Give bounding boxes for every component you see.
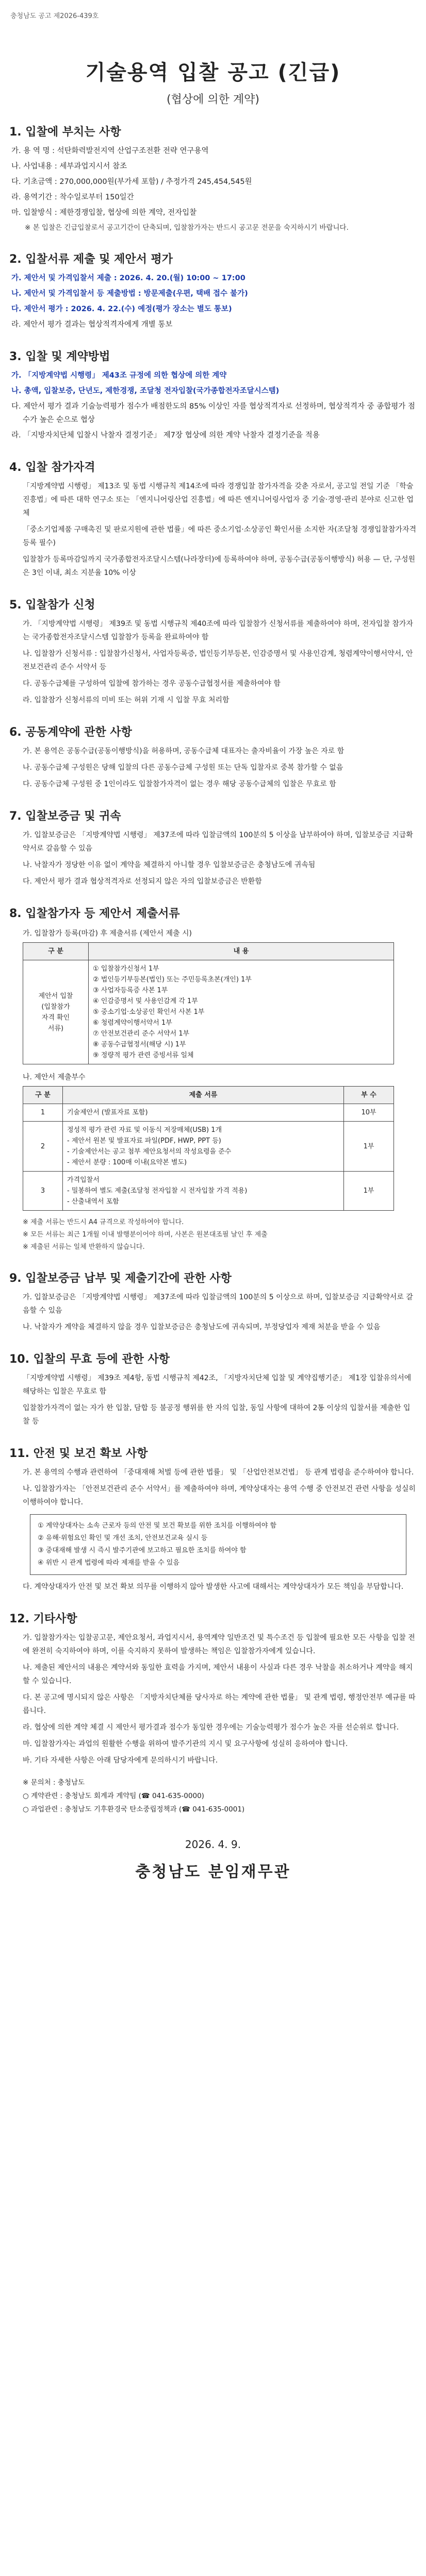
note-text: ※ 제출된 서류는 일체 반환하지 않습니다. (23, 1243, 145, 1251)
table-header: 구 분 (23, 1087, 63, 1104)
list-item (11, 400, 417, 427)
list-item-text: 다. 제안서 평가 : 2026. 4. 22.(수) 예정(평가 장소는 별도 통보) (11, 305, 232, 313)
issuer: 충청남도 분임재무관 (135, 1863, 291, 1881)
list-item (11, 160, 417, 173)
section-11 (9, 1445, 417, 1594)
section-heading: 11. 안전 및 보건 확보 사항 (9, 1447, 148, 1460)
paragraph: 「지방계약법 시행령」 제13조 및 동법 시행규칙 제14조에 따라 경쟁입찰 참가자격을 갖춘 자로서, 공고일 전일 기준 「학술진흥법」에 따른 대학 연구소 또는 「엔지니어링산업 진흥법」에 따른 엔지니어링사업자 중 기술·경영·관리 분야로 신고한 업체 (23, 482, 414, 517)
section-3 (9, 348, 417, 442)
section-5 (9, 596, 417, 707)
table-cell-count: 1부 (344, 1172, 394, 1211)
notice-subtitle: (협상에 의한 계약) (167, 93, 259, 106)
section-heading: 1. 입찰에 부치는 사항 (9, 126, 121, 139)
note-text: ※ 제출 서류는 반드시 A4 규격으로 작성하여야 합니다. (23, 1218, 184, 1226)
contact-line: ○ 계약관련 : 충청남도 회계과 계약팀 (☎ 041-635-0000) (23, 1792, 204, 1800)
notice-date: 2026. 4. 9. (185, 1838, 241, 1851)
table-cell-number: 3 (23, 1172, 63, 1211)
proposal-table (23, 1086, 394, 1211)
list-item-text: 가. 「지방계약법 시행령」 제43조 규정에 의한 협상에 의한 계약 (11, 371, 227, 380)
list-item (11, 369, 417, 382)
paragraph: 바. 기타 자세한 사항은 아래 담당자에게 문의하시기 바랍니다. (23, 1756, 218, 1765)
table-cell-content: 가격입찰서 - 밀봉하여 별도 제출(조달청 전자입찰 시 전자입찰 가격 적용) - 산출내역서 포함 (63, 1172, 344, 1211)
section-heading: 5. 입찰참가 신청 (9, 599, 95, 612)
paragraph: 나. 공동수급체 구성원은 당해 입찰의 다른 공동수급체 구성원 또는 단독 입찰자로 중복 참가할 수 없음 (23, 764, 343, 772)
paragraph: 다. 공동수급체 구성원 중 1인이라도 입찰참가자격이 없는 경우 해당 공동수급체의 입찰은 무효로 함 (23, 780, 336, 788)
paragraph: 나. 입찰참가 신청서류 : 입찰참가신청서, 사업자등록증, 법인등기부등본, 인감증명서 및 사용인감계, 청렴계약이행서약서, 안전보건관리 준수 서약서 등 (23, 650, 413, 671)
section-heading: 9. 입찰보증금 납부 및 제출기간에 관한 사항 (9, 1272, 232, 1285)
list-item (11, 272, 417, 285)
contact-title: ※ 문의처 : 충청남도 (23, 1778, 85, 1787)
safety-box (30, 1514, 406, 1575)
table-row (23, 1104, 394, 1122)
list-item (11, 318, 417, 331)
table-header: 제출 서류 (63, 1087, 344, 1104)
list-item-text: 라. 「지방자치단체 입찰시 낙찰자 결정기준」 제7장 협상에 의한 계약 낙찰자 결정기준을 적용 (11, 431, 320, 439)
list-item-text: 나. 총액, 입찰보증, 단년도, 제한경쟁, 조달청 전자입찰(국가종합전자조달시스템) (11, 387, 280, 395)
list-item-text: 마. 입찰방식 : 제한경쟁입찰, 협상에 의한 계약, 전자입찰 (11, 209, 197, 217)
notice-number: 충청남도 공고 제2026-439호 (10, 12, 99, 20)
paragraph: 나. 낙찰자가 계약을 체결하지 않을 경우 입찰보증금은 충청남도에 귀속되며, 부정당업자 제재 처분을 받을 수 있음 (23, 1323, 381, 1331)
table-row (23, 1172, 394, 1211)
contact-line: ○ 과업관련 : 충청남도 기후환경국 탄소중립정책과 (☎ 041-635-0001) (23, 1805, 245, 1814)
list-item (11, 191, 417, 204)
paragraph: 입찰참가자격이 없는 자가 한 입찰, 담합 등 불공정 행위를 한 자의 입찰, 동일 사항에 대하여 2통 이상의 입찰서를 제출한 입찰 등 (23, 1404, 411, 1426)
section-6 (9, 723, 417, 791)
section-12 (9, 1610, 417, 1816)
list-item (11, 206, 417, 219)
section-1 (9, 123, 417, 234)
paragraph: 「중소기업제품 구매촉진 및 판로지원에 관한 법률」에 따른 중소기업·소상공인 확인서를 소지한 자(조달청 경쟁입찰참가자격 등록 필수) (23, 526, 417, 547)
paragraph: 가. 본 용역은 공동수급(공동이행방식)을 허용하며, 공동수급체 대표자는 출자비율이 가장 높은 자로 함 (23, 747, 345, 755)
list-item (11, 175, 417, 189)
submission-table (23, 942, 394, 1064)
table-cell-content: ① 입찰참가신청서 1부 ② 법인등기부등본(법인) 또는 주민등록초본(개인) 1부 ③ 사업자등록증 사본 1부 ④ 인감증명서 및 사용인감계 각 1부 ⑤ 중소기업·소상공인 확인서 사본 1부 ⑥ 청렴계약이행서약서 1부 ⑦ 안전보건관리 준수 서약서 1부 ⑧ 공동수급협정서(해당 시) 1부 ⑨ 정량적 평가 관련 증빙서류 일체 (89, 960, 394, 1064)
paragraph: 다. 본 공고에 명시되지 않은 사항은 「지방자치단체를 당사자로 하는 계약에 관한 법률」 및 관계 법령, 행정안전부 예규를 따릅니다. (23, 1693, 416, 1715)
list-item-text: 나. 제안서 및 가격입찰서 등 제출방법 : 방문제출(우편, 택배 접수 불가) (11, 290, 248, 298)
section-8-intro: 가. 입찰참가 등록(마감) 후 제출서류 (제안서 제출 시) (23, 929, 192, 938)
list-item-text: 라. 제안서 평가 결과는 협상적격자에게 개별 통보 (11, 320, 173, 329)
table-cell-count: 1부 (344, 1122, 394, 1172)
paragraph: 라. 협상에 의한 계약 체결 시 제안서 평가결과 점수가 동일한 경우에는 기술능력평가 점수가 높은 자를 선순위로 합니다. (23, 1723, 399, 1732)
paragraph: 나. 입찰참가자는 「안전보건관리 준수 서약서」를 제출하여야 하며, 계약상대자는 용역 수행 중 안전보건 관련 사항을 성실히 이행하여야 합니다. (23, 1485, 416, 1506)
notice-title: 기술용역 입찰 공고 (긴급) (85, 61, 341, 84)
list-item-text: 다. 기초금액 : 270,000,000원(부가세 포함) / 추정가격 245,454,545원 (11, 178, 252, 186)
section-heading: 10. 입찰의 무효 등에 관한 사항 (9, 1353, 170, 1366)
table-cell-count: 10부 (344, 1104, 394, 1122)
list-item-text: 가. 용 역 명 : 석탄화력발전지역 산업구조전환 전략 연구용역 (11, 147, 209, 155)
notice-sheet (9, 5, 417, 2576)
table-header: 내 용 (89, 943, 394, 960)
paragraph: 다. 공동수급체를 구성하여 입찰에 참가하는 경우 공동수급협정서를 제출하여야 함 (23, 680, 281, 688)
section-9 (9, 1269, 417, 1334)
paragraph: 나. 제출된 제안서의 내용은 계약서와 동일한 효력을 가지며, 제안서 내용이 사실과 다른 경우 낙찰을 취소하거나 계약을 해지할 수 있습니다. (23, 1664, 413, 1685)
paragraph: 마. 입찰참가자는 과업의 원활한 수행을 위하여 발주기관의 지시 및 요구사항에 성실히 응하여야 합니다. (23, 1740, 348, 1748)
table-cell-content: 기술제안서 (발표자료 포함) (63, 1104, 344, 1122)
box-line: ④ 위반 시 관계 법령에 따라 제재를 받을 수 있음 (38, 1559, 179, 1567)
paragraph: 가. 입찰보증금은 「지방계약법 시행령」 제37조에 따라 입찰금액의 100분의 5 이상으로 하며, 입찰보증금 지급확약서로 갈음할 수 있음 (23, 1293, 413, 1315)
table-row (23, 1122, 394, 1172)
section-heading: 2. 입찰서류 제출 및 제안서 평가 (9, 253, 173, 266)
section-heading: 12. 기타사항 (9, 1613, 77, 1625)
box-line: ③ 중대재해 발생 시 즉시 발주기관에 보고하고 필요한 조치를 하여야 함 (38, 1547, 247, 1554)
list-item (11, 384, 417, 398)
paragraph: 가. 입찰보증금은 「지방계약법 시행령」 제37조에 따라 입찰금액의 100분의 5 이상을 납부하여야 하며, 입찰보증금 지급확약서로 갈음할 수 있음 (23, 831, 413, 853)
table-cell-content: 정성적 평가 관련 자료 및 이동식 저장매체(USB) 1개 - 제안서 원본 및 발표자료 파일(PDF, HWP, PPT 등) - 기술제안서는 공고 첨부 제안요청서의 작성요령을 준수 - 제안서 분량 : 100매 이내(요약본 별도) (63, 1122, 344, 1172)
table-cell-number: 2 (23, 1122, 63, 1172)
section-7 (9, 807, 417, 888)
list-item (11, 144, 417, 158)
section-heading: 7. 입찰보증금 및 귀속 (9, 810, 121, 823)
note-text: ※ 모든 서류는 최근 1개월 이내 발행분이어야 하며, 사본은 원본대조필 날인 후 제출 (23, 1231, 268, 1239)
list-item-text: 가. 제안서 및 가격입찰서 제출 : 2026. 4. 20.(월) 10:00 ~ 17:00 (11, 274, 245, 282)
box-line: ① 계약상대자는 소속 근로자 등의 안전 및 보건 확보를 위한 조치를 이행하여야 함 (38, 1522, 277, 1530)
list-item (11, 287, 417, 300)
section-2 (9, 250, 417, 331)
table-cell-number: 1 (23, 1104, 63, 1122)
list-item (11, 302, 417, 316)
list-item (11, 429, 417, 442)
section-10 (9, 1350, 417, 1428)
section-heading: 8. 입찰참가자 등 제안서 제출서류 (9, 907, 180, 920)
section-heading: 3. 입찰 및 계약방법 (9, 350, 110, 363)
section-8 (9, 905, 417, 1253)
paragraph: 입찰참가 등록마감일까지 국가종합전자조달시스템(나라장터)에 등록하여야 하며, 공동수급(공동이행방식) 허용 — 단, 구성원은 3인 이내, 최소 지분율 10% 이상 (23, 555, 415, 577)
paragraph: 나. 낙찰자가 정당한 이유 없이 계약을 체결하지 아니할 경우 입찰보증금은 충청남도에 귀속됨 (23, 861, 316, 869)
section-11-after-box: 다. 계약상대자가 안전 및 보건 확보 의무를 이행하지 않아 발생한 사고에 대해서는 계약상대자가 모든 책임을 부담합니다. (23, 1583, 404, 1591)
note-text: ※ 본 입찰은 긴급입찰로서 공고기간이 단축되며, 입찰참가자는 반드시 공고문 전문을 숙지하시기 바랍니다. (25, 224, 349, 232)
list-item-text: 라. 용역기간 : 착수일로부터 150일간 (11, 193, 134, 201)
section-4 (9, 459, 417, 580)
section-heading: 6. 공동계약에 관한 사항 (9, 726, 132, 739)
list-item-text: 다. 제안서 평가 결과 기술능력평가 점수가 배점한도의 85% 이상인 자를 협상적격자로 선정하며, 협상적격자 중 종합평가 점수가 높은 순으로 협상 (11, 402, 415, 424)
list-item-text: 나. 사업내용 : 세부과업지시서 참조 (11, 162, 127, 171)
paragraph: 가. 입찰참가자는 입찰공고문, 제안요청서, 과업지시서, 용역계약 일반조건 및 특수조건 등 입찰에 필요한 모든 사항을 입찰 전에 완전히 숙지하여야 하며, 이를 숙지하지 못하여 발생하는 책임은 입찰참가자에게 있습니다. (23, 1634, 415, 1655)
table-header: 구 분 (23, 943, 89, 960)
paragraph: 가. 「지방계약법 시행령」 제39조 및 동법 시행규칙 제40조에 따라 입찰참가 신청서류를 제출하여야 하며, 전자입찰 참가자는 국가종합전자조달시스템 입찰참가 등록을 완료하여야 함 (23, 620, 413, 641)
table-row (23, 960, 394, 1064)
paragraph: 가. 본 용역의 수행과 관련하여 「중대재해 처벌 등에 관한 법률」 및 「산업안전보건법」 등 관계 법령을 준수하여야 합니다. (23, 1468, 414, 1477)
sections-container (9, 123, 417, 888)
section-heading: 4. 입찰 참가자격 (9, 461, 95, 474)
table-cell-category: 제안서 입찰 (입찰참가 자격 확인 서류) (23, 960, 89, 1064)
table-header: 부 수 (344, 1087, 394, 1104)
box-line: ② 유해·위험요인 확인 및 개선 조치, 안전보건교육 실시 등 (38, 1534, 208, 1542)
paragraph: 다. 제안서 평가 결과 협상적격자로 선정되지 않은 자의 입찰보증금은 반환함 (23, 877, 262, 886)
paragraph: 라. 입찰참가 신청서류의 미비 또는 허위 기재 시 입찰 무효 처리함 (23, 696, 230, 704)
section-8-label-2: 나. 제안서 제출부수 (23, 1073, 86, 1081)
paragraph: 「지방계약법 시행령」 제39조 제4항, 동법 시행규칙 제42조, 「지방자치단체 입찰 및 계약집행기준」 제1장 입찰유의서에 해당하는 입찰은 무효로 함 (23, 1374, 412, 1396)
